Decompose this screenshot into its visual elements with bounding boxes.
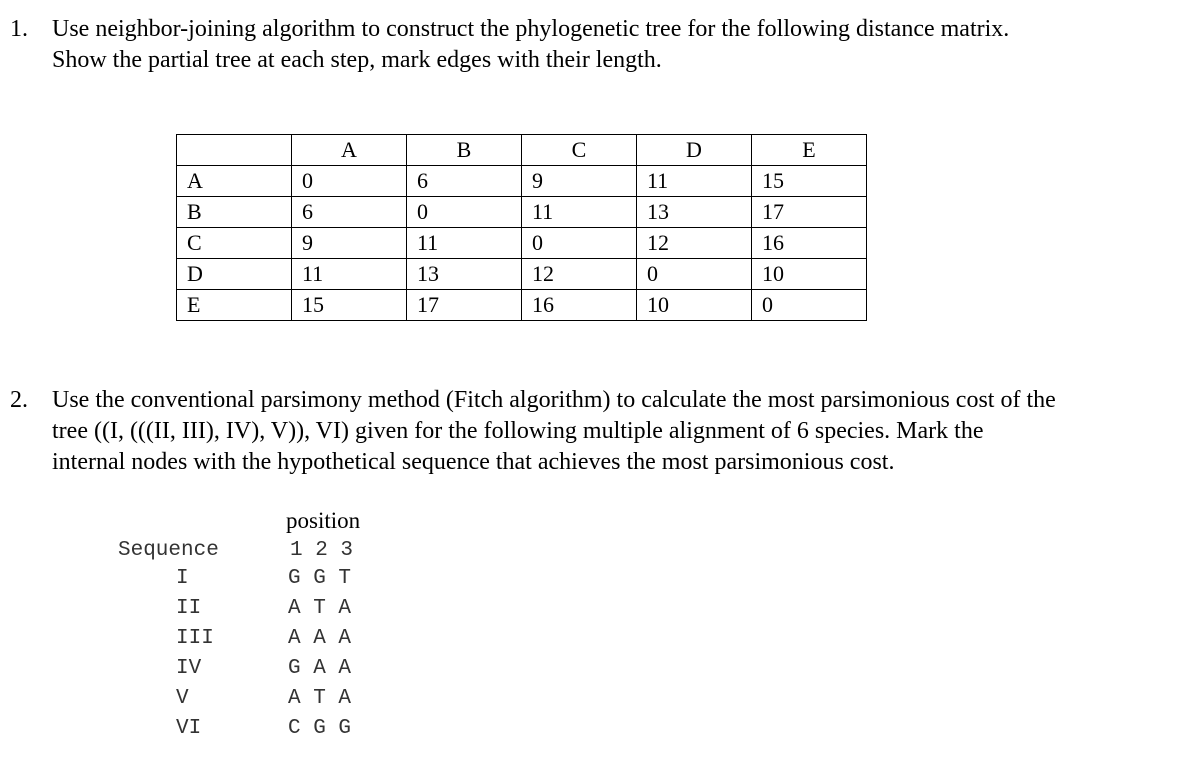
sequence-name: VI (176, 717, 202, 740)
sequence-characters: A T A (288, 687, 352, 710)
sequence-label: Sequence (118, 539, 219, 562)
distance-matrix-header-row (177, 135, 867, 166)
distance-cell: 11 (637, 166, 752, 197)
distance-cell: 13 (407, 259, 522, 290)
distance-cell: 6 (292, 197, 407, 228)
distance-cell: 10 (752, 259, 867, 290)
distance-cell: 0 (522, 228, 637, 259)
distance-cell: 10 (637, 290, 752, 321)
distance-cell: 11 (292, 259, 407, 290)
distance-cell: 0 (407, 197, 522, 228)
distance-cell: 11 (522, 197, 637, 228)
question-1-line-2: Show the partial tree at each step, mark edges with their length. (52, 47, 662, 73)
distance-cell: 11 (407, 228, 522, 259)
distance-cell: 17 (407, 290, 522, 321)
distance-matrix-row (177, 166, 867, 197)
distance-cell: 15 (292, 290, 407, 321)
sequence-characters: C G G (288, 717, 352, 740)
distance-cell: 0 (292, 166, 407, 197)
column-header: B (407, 135, 522, 166)
question-2-text (52, 385, 1172, 478)
distance-cell: 6 (407, 166, 522, 197)
sequence-name: IV (176, 657, 202, 680)
distance-matrix-corner-cell (177, 135, 292, 166)
question-2-line-3: internal nodes with the hypothetical sequence that achieves the most parsimonious cost. (52, 449, 895, 475)
question-1-line-1: Use neighbor-joining algorithm to construct the phylogenetic tree for the following distance matrix. (52, 16, 1010, 42)
sequence-name: II (176, 597, 202, 620)
sequence-name: I (176, 567, 189, 590)
row-header: C (177, 228, 292, 259)
question-1-number: 1. (10, 16, 28, 42)
distance-cell: 9 (522, 166, 637, 197)
distance-cell: 0 (637, 259, 752, 290)
position-numbers: 1 2 3 (290, 539, 354, 562)
column-header: C (522, 135, 637, 166)
sequence-name: III (176, 627, 214, 650)
column-header: A (292, 135, 407, 166)
distance-cell: 15 (752, 166, 867, 197)
sequence-characters: G A A (288, 657, 352, 680)
question-2-number: 2. (10, 387, 28, 413)
sequence-characters: A A A (288, 627, 352, 650)
distance-matrix-row (177, 259, 867, 290)
column-header: D (637, 135, 752, 166)
column-header: E (752, 135, 867, 166)
distance-cell: 16 (752, 228, 867, 259)
position-label: position (286, 508, 361, 533)
sequence-characters: G G T (288, 567, 352, 590)
row-header: A (177, 166, 292, 197)
sequence-name: V (176, 687, 189, 710)
distance-matrix-table (176, 134, 867, 321)
sequence-characters: A T A (288, 597, 352, 620)
question-1-text (52, 14, 1172, 76)
distance-cell: 12 (522, 259, 637, 290)
row-header: D (177, 259, 292, 290)
distance-cell: 12 (637, 228, 752, 259)
distance-cell: 9 (292, 228, 407, 259)
distance-matrix-row (177, 197, 867, 228)
distance-matrix-row (177, 228, 867, 259)
question-2-line-2: tree ((I, (((II, III), IV), V)), VI) given for the following multiple alignment of 6 species. Mark the (52, 418, 984, 444)
distance-cell: 13 (637, 197, 752, 228)
distance-cell: 17 (752, 197, 867, 228)
distance-cell: 0 (752, 290, 867, 321)
row-header: E (177, 290, 292, 321)
row-header: B (177, 197, 292, 228)
question-2-line-1: Use the conventional parsimony method (Fitch algorithm) to calculate the most parsimonious cost of the (52, 387, 1056, 413)
distance-cell: 16 (522, 290, 637, 321)
distance-matrix-row (177, 290, 867, 321)
